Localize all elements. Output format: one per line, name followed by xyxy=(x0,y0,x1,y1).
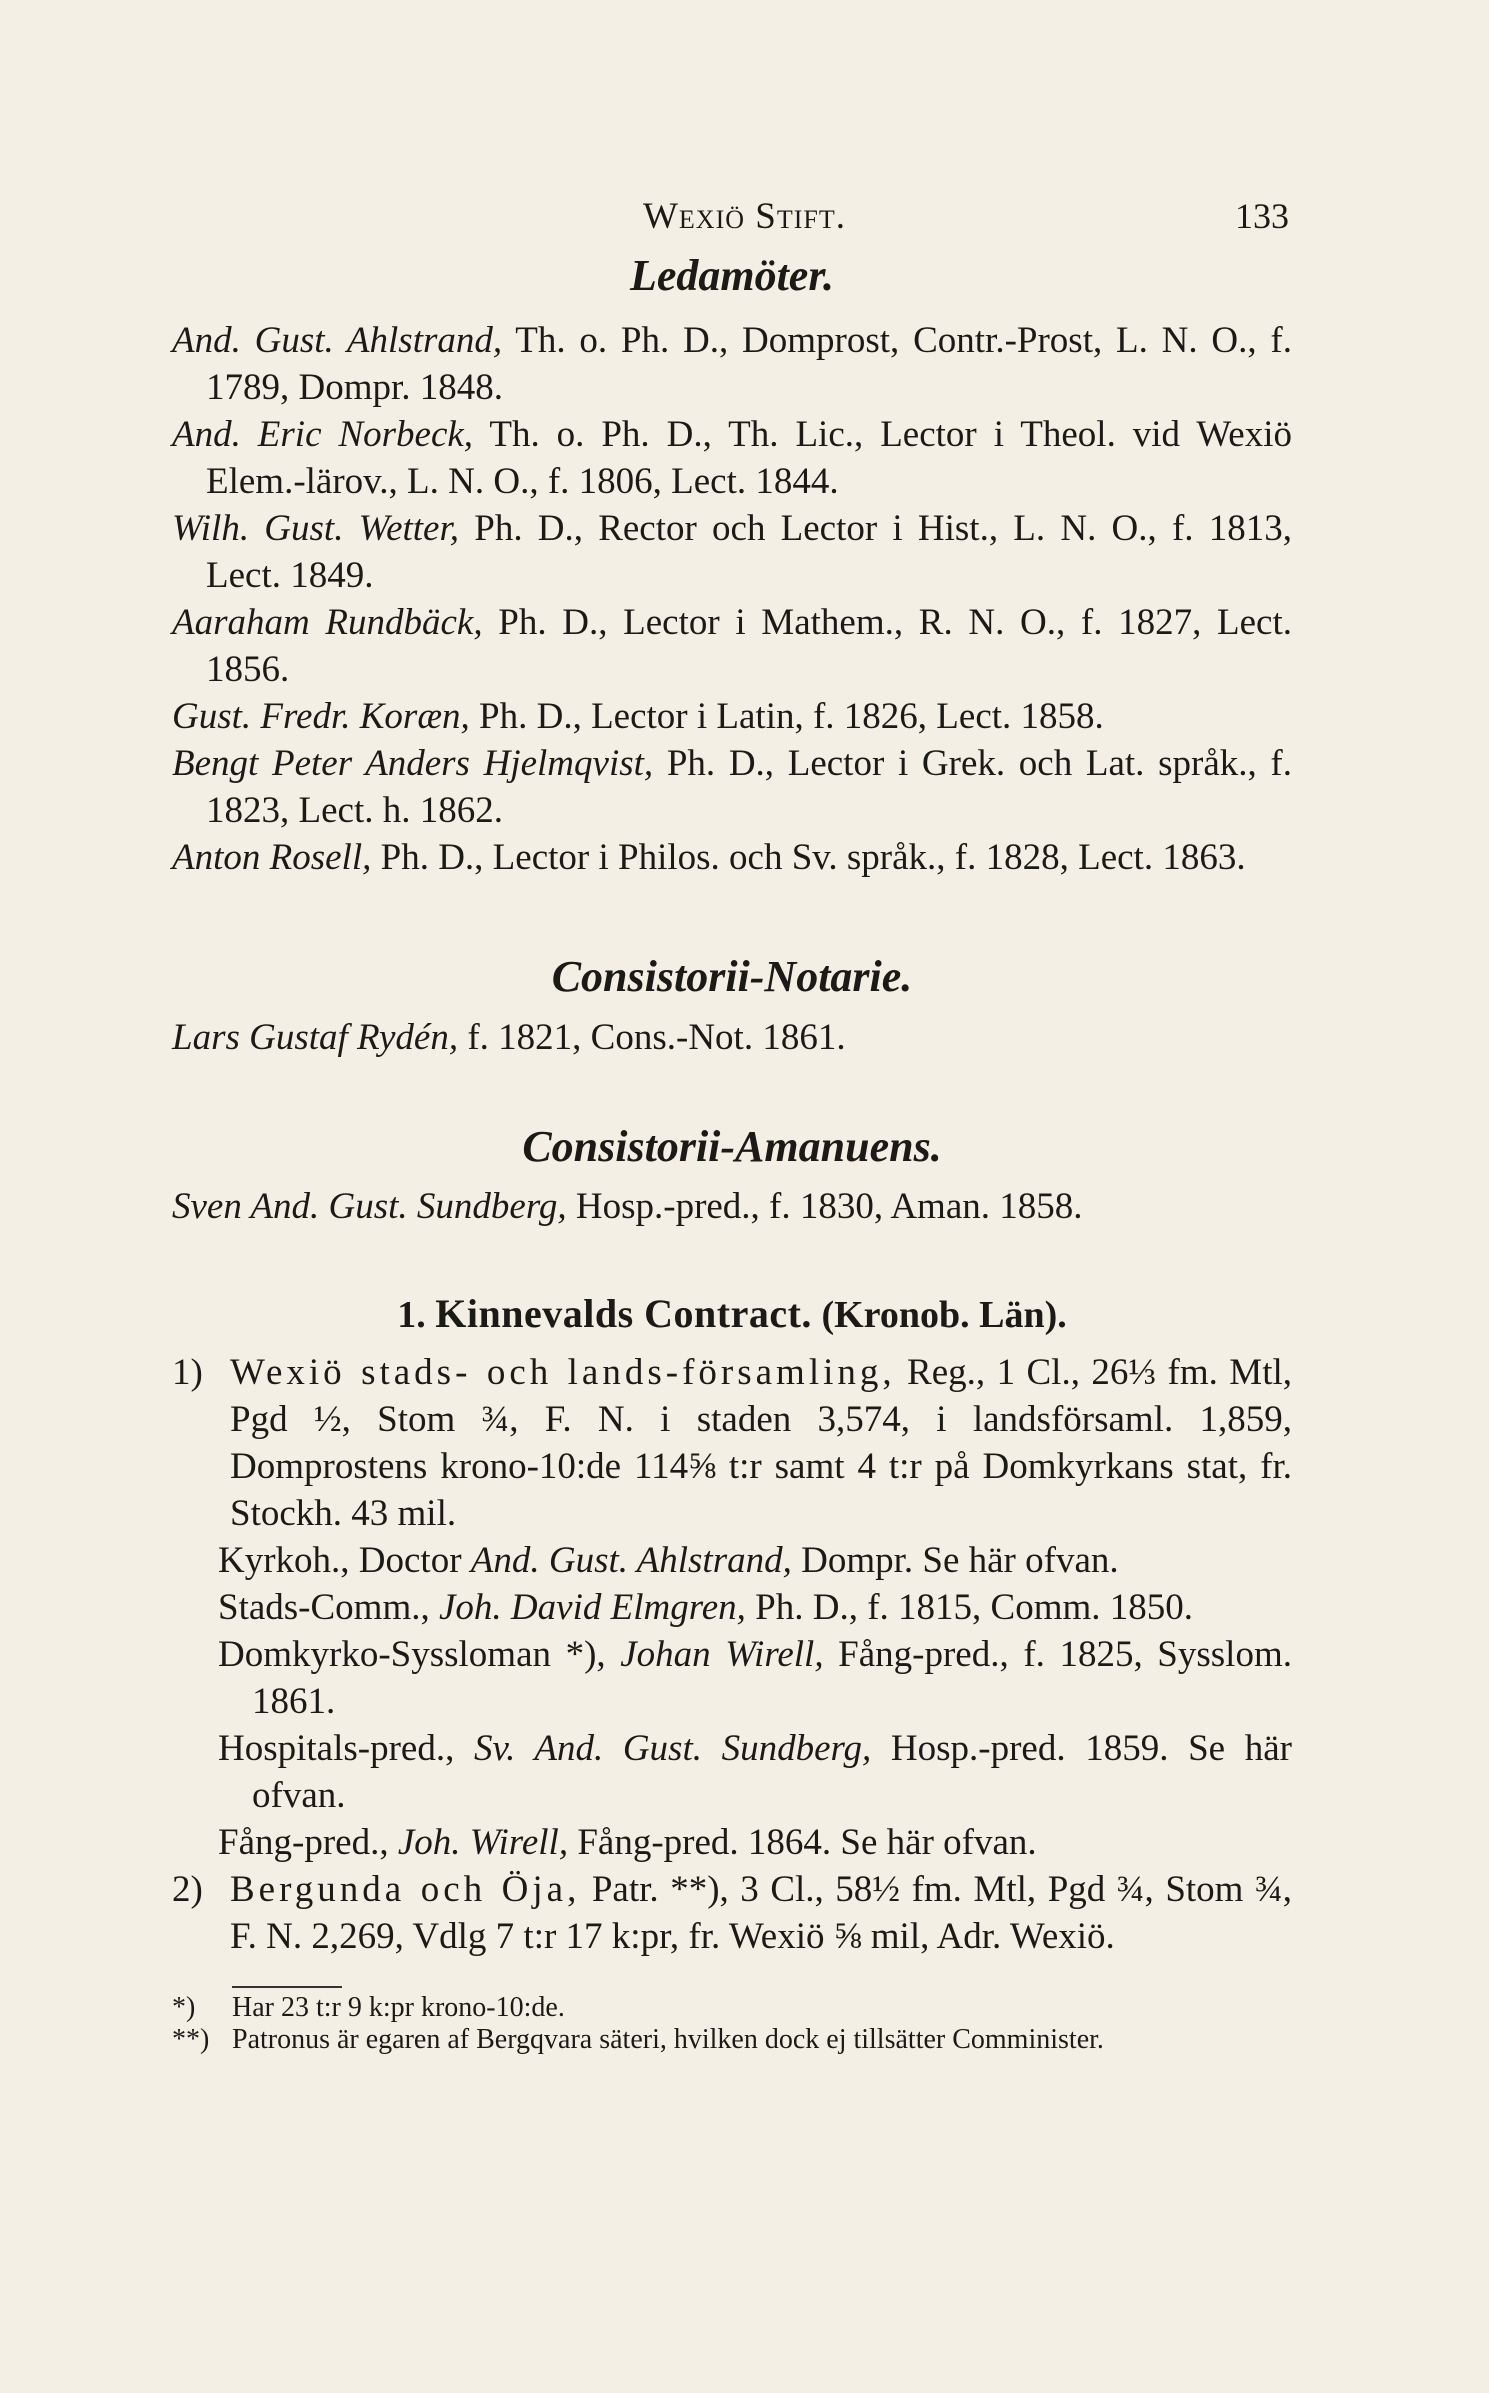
member-details: Ph. D., Lector i Latin, f. 1826, Lect. 1858. xyxy=(469,695,1104,737)
parish-name: Bergunda och Öja, xyxy=(230,1868,581,1910)
staff-name: Joh. David Elmgren, xyxy=(439,1586,746,1628)
member-entry xyxy=(172,505,1292,599)
member-name: Aaraham Rundbäck, xyxy=(172,601,483,643)
staff-name: Sv. And. Gust. Sundberg, xyxy=(473,1727,872,1769)
footnote-mark: **) xyxy=(172,2023,210,2055)
member-name: Gust. Fredr. Koræn, xyxy=(172,695,470,737)
parish-number: 2) xyxy=(172,1868,203,1910)
staff-role: Kyrkoh., Doctor xyxy=(218,1539,471,1581)
member-name: And. Eric Norbeck, xyxy=(172,413,474,455)
member-name: Bengt Peter Anders Hjelmqvist, xyxy=(172,742,654,784)
member-details: Ph. D., Lector i Mathem., R. N. O., f. 1827, Lect. 1856. xyxy=(206,601,1293,690)
page-content xyxy=(172,250,1292,2056)
footnote-text: Patronus är egaren af Bergqvara säteri, hvilken dock ej tillsätter Comminister. xyxy=(232,2023,1104,2055)
footnote-mark: *) xyxy=(172,1991,196,2023)
staff-name: Johan Wirell, xyxy=(620,1633,824,1675)
member-details: Ph. D., Lector i Grek. och Lat. språk., f. 1823, Lect. h. 1862. xyxy=(206,742,1292,831)
section-heading-amanuens: Consistorii-Amanuens. xyxy=(522,1121,942,1171)
footnote xyxy=(172,2024,1292,2056)
member-name: Wilh. Gust. Wetter, xyxy=(172,507,460,549)
amanuens-details: Hosp.-pred., f. 1830, Aman. 1858. xyxy=(566,1186,1083,1228)
member-entry xyxy=(172,411,1292,505)
parish-details: Patr. **), 3 Cl., 58½ fm. Mtl, Pgd ¾, Stom ¾, F. N. 2,269, Vdlg 7 t:r 17 k:pr, fr. Wexiö ⅝ mil, Adr. Wexiö. xyxy=(230,1868,1292,1957)
staff-role: Domkyrko-Syssloman *), xyxy=(218,1633,621,1675)
staff-name: And. Gust. Ahlstrand, xyxy=(470,1539,792,1581)
parish-entry-2 xyxy=(172,1866,1292,1960)
member-entry xyxy=(172,317,1292,411)
staff-entry xyxy=(172,1725,1292,1819)
running-title: Wexiö Stift. xyxy=(643,196,846,237)
member-entry xyxy=(172,693,1292,740)
section-heading-notarie: Consistorii-Notarie. xyxy=(551,951,913,1001)
member-details: Ph. D., Lector i Philos. och Sv. språk., f. 1828, Lect. 1863. xyxy=(371,836,1246,878)
notarie-name: Lars Gustaf Rydén, xyxy=(172,1016,459,1058)
member-name: And. Gust. Ahlstrand, xyxy=(172,319,503,361)
amanuens-entry xyxy=(172,1183,1292,1230)
page-number: 133 xyxy=(1235,196,1289,236)
staff-details: Ph. D., f. 1815, Comm. 1850. xyxy=(745,1586,1194,1628)
contract-number: 1. xyxy=(397,1294,426,1337)
member-entry xyxy=(172,599,1292,693)
footnote xyxy=(172,1992,1292,2024)
notarie-details: f. 1821, Cons.-Not. 1861. xyxy=(458,1016,846,1058)
parish-number: 1) xyxy=(172,1351,203,1393)
staff-role: Hospitals-pred., xyxy=(218,1727,474,1769)
parish-name: Wexiö stads- och lands-församling, xyxy=(230,1351,896,1393)
member-details: Th. o. Ph. D., Th. Lic., Lector i Theol. vid Wexiö Elem.-lärov., L. N. O., f. 1806, Lect. 1844. xyxy=(206,413,1292,502)
staff-entry xyxy=(172,1537,1292,1584)
staff-name: Joh. Wirell, xyxy=(397,1821,569,1863)
staff-details: Fång-pred., f. 1825, Sysslom. 1861. xyxy=(252,1633,1292,1722)
section-heading-ledamoter: Ledamöter. xyxy=(629,251,835,300)
parish-details: Reg., 1 Cl., 26⅓ fm. Mtl, Pgd ½, Stom ¾, F. N. i staden 3,574, i landsförsaml. 1,859, Domprostens krono-10:de 114⅝ t:r samt 4 t:r på Domkyrkans stat, fr. Stockh. 43 mil. xyxy=(230,1351,1292,1534)
staff-entry xyxy=(172,1631,1292,1725)
member-entry xyxy=(172,834,1292,881)
member-details: Ph. D., Rector och Lector i Hist., L. N. O., f. 1813, Lect. 1849. xyxy=(206,507,1292,596)
contract-heading xyxy=(172,1290,1292,1339)
member-name: Anton Rosell, xyxy=(172,836,372,878)
staff-details: Fång-pred. 1864. Se här ofvan. xyxy=(568,1821,1037,1863)
staff-entry xyxy=(172,1819,1292,1866)
staff-details: Dompr. Se här ofvan. xyxy=(791,1539,1119,1581)
notarie-entry xyxy=(172,1014,1292,1061)
footnote-divider xyxy=(232,1986,342,1988)
staff-details: Hosp.-pred. 1859. Se här ofvan. xyxy=(252,1727,1292,1816)
member-entry xyxy=(172,740,1292,834)
parish-entry-1 xyxy=(172,1349,1292,1537)
footnote-text: Har 23 t:r 9 k:pr krono-10:de. xyxy=(232,1991,565,2023)
contract-region: (Kronob. Län). xyxy=(821,1294,1067,1337)
staff-role: Stads-Comm., xyxy=(218,1586,439,1628)
staff-role: Fång-pred., xyxy=(218,1821,398,1863)
staff-entry xyxy=(172,1584,1292,1631)
page-header xyxy=(0,195,1489,245)
contract-title: Kinnevalds Contract. xyxy=(435,1291,812,1337)
amanuens-name: Sven And. Gust. Sundberg, xyxy=(172,1186,567,1228)
member-details: Th. o. Ph. D., Domprost, Contr.-Prost, L. N. O., f. 1789, Dompr. 1848. xyxy=(206,319,1292,408)
